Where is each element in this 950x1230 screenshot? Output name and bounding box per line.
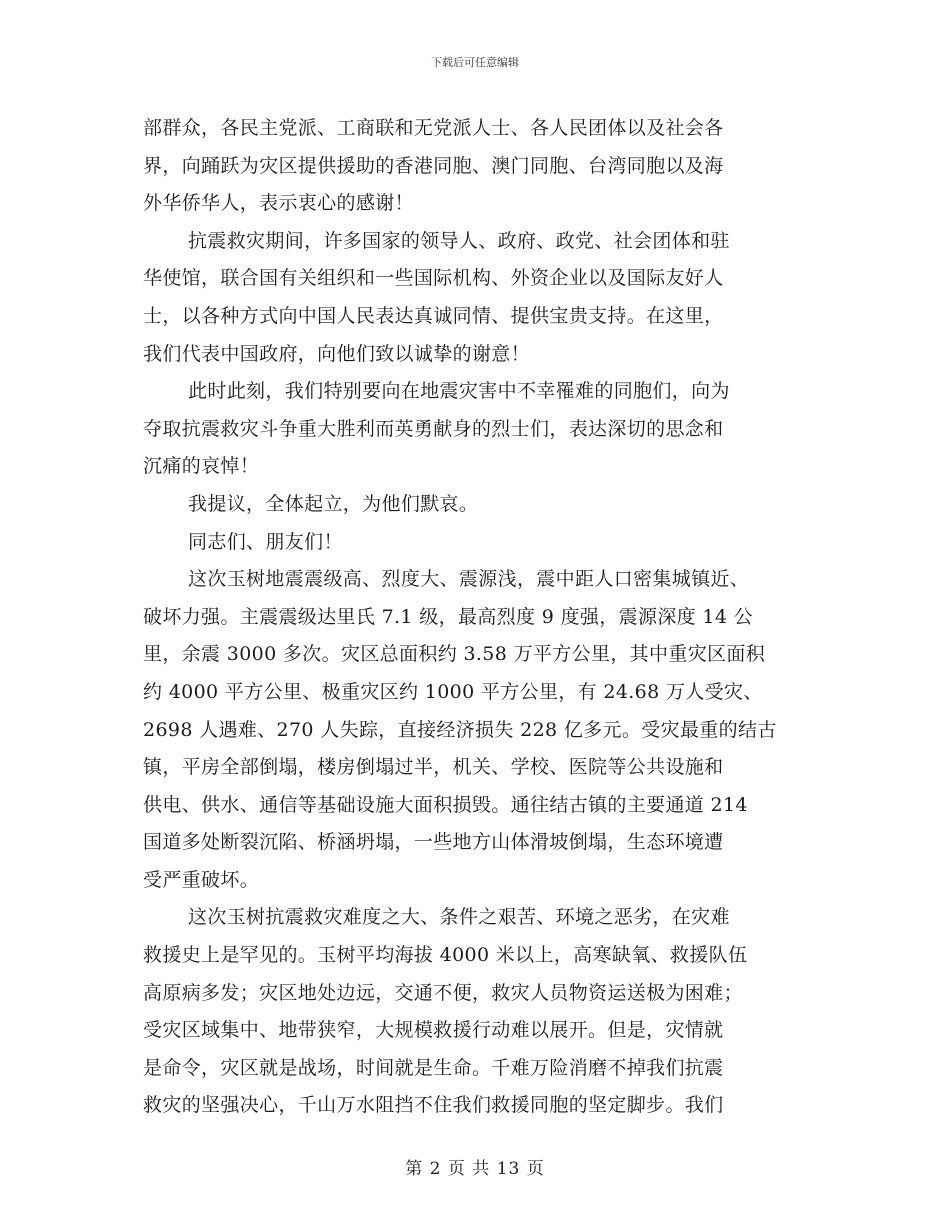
document-body [143, 110, 808, 1125]
text-line: 是命令，灾区就是战场，时间就是生命。千难万险消磨不掉我们抗震 [143, 1056, 724, 1079]
text-line: 破坏力强。主震震级达里氏 7.1 级，最高烈度 9 度强，震源深度 14 公 [143, 605, 754, 628]
page-number: 第 2 页 共 13 页 [405, 1159, 545, 1179]
text-line: 镇，平房全部倒塌，楼房倒塌过半，机关、学校、医院等公共设施和 [143, 756, 724, 779]
text-line: 外华侨华人，表示衷心的感谢！ [143, 192, 414, 215]
text-line: 约 4000 平方公里、极重灾区约 1000 平方公里，有 24.68 万人受灾、 [143, 680, 763, 703]
text-line: 士，以各种方式向中国人民表达真诚同情、提供宝贵支持。在这里， [143, 304, 724, 327]
text-line: 里，余震 3000 多次。灾区总面积约 3.58 万平方公里，其中重灾区面积 [143, 643, 766, 666]
text-line: 我们代表中国政府，向他们致以诚挚的谢意！ [143, 342, 531, 365]
text-line: 同志们、朋友们！ [188, 530, 343, 553]
text-line: 救灾的坚强决心，千山万水阻挡不住我们救援同胞的坚定脚步。我们 [143, 1094, 724, 1117]
text-line: 救援史上是罕见的。玉树平均海拔 4000 米以上，高寒缺氧、救援队伍 [143, 944, 748, 967]
text-line: 抗震救灾期间，许多国家的领导人、政府、政党、社会团体和驻 [188, 229, 730, 252]
text-line: 界，向踊跃为灾区提供援助的香港同胞、澳门同胞、台湾同胞以及海 [143, 154, 724, 177]
text-line: 高原病多发；灾区地处边远，交通不便，救灾人员物资运送极为困难； [143, 981, 743, 1004]
page-header: 下载后可任意编辑 [431, 56, 519, 69]
text-line: 国道多处断裂沉陷、桥涵坍塌，一些地方山体滑坡倒塌，生态环境遭 [143, 831, 724, 854]
text-line: 这次玉树地震震级高、烈度大、震源浅，震中距人口密集城镇近、 [188, 568, 750, 591]
text-line: 我提议，全体起立，为他们默哀。 [188, 492, 479, 515]
text-line: 这次玉树抗震救灾难度之大、条件之艰苦、环境之恶劣，在灾难 [188, 906, 730, 929]
text-line: 夺取抗震救灾斗争重大胜利而英勇献身的烈士们，表达深切的思念和 [143, 417, 724, 440]
text-line: 沉痛的哀悼！ [143, 455, 260, 478]
text-line: 此时此刻，我们特别要向在地震灾害中不幸罹难的同胞们，向为 [188, 380, 730, 403]
text-line: 供电、供水、通信等基础设施大面积损毁。通往结古镇的主要通道 214 [143, 793, 748, 816]
text-line: 2698 人遇难、270 人失踪，直接经济损失 228 亿多元。受灾最重的结古 [143, 718, 777, 741]
text-line: 华使馆，联合国有关组织和一些国际机构、外资企业以及国际友好人 [143, 267, 724, 290]
text-line: 部群众，各民主党派、工商联和无党派人士、各人民团体以及社会各 [143, 117, 724, 139]
text-line: 受严重破坏。 [143, 868, 260, 891]
text-line: 受灾区域集中、地带狭窄，大规模救援行动难以展开。但是，灾情就 [143, 1019, 724, 1042]
